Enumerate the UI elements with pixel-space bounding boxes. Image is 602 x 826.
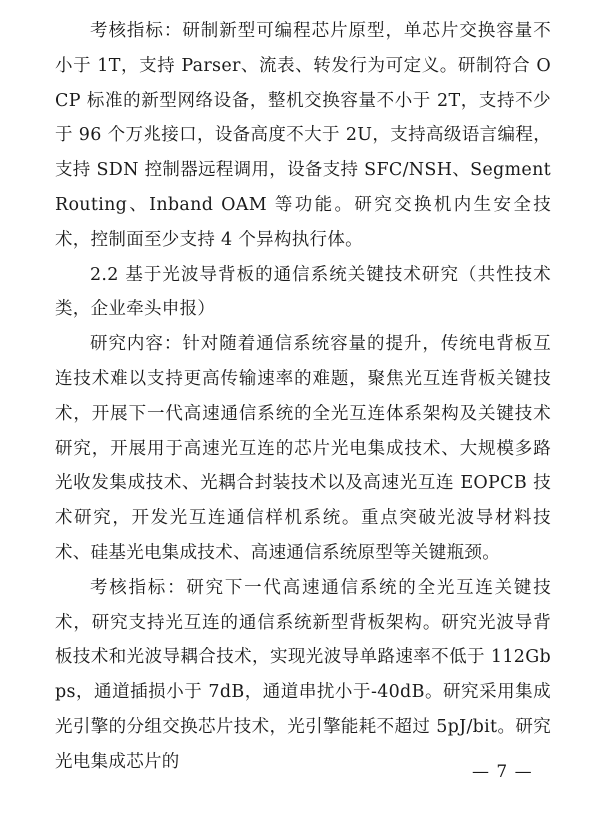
document-body: [55, 14, 551, 780]
paragraph-assessment-indicators-2: 考核指标：研究下一代高速通信系统的全光互连关键技术，研究支持光互连的通信系统新型背板架构。研究光波导背板技术和光波导耦合技术，实现光波导单路速率不低于 112Gbps，通道插损小于 7dB，通道串扰小于-40dB。研究采用集成光引擎的分组交换芯片技术，光引擎能耗不超过 5pJ/bit。研究光电集成芯片的: [55, 577, 551, 772]
page-number: — 7 —: [472, 762, 533, 782]
paragraph-assessment-indicators-1: 考核指标：研制新型可编程芯片原型，单芯片交换容量不小于 1T，支持 Parser、流表、转发行为可定义。研制符合 OCP 标准的新型网络设备，整机交换容量不小于 2T，支持不少于 96 个万兆接口，设备高度不大于 2U，支持高级语言编程，支持 SDN 控制器远程调用，设备支持 SFC/NSH、SegmentRouting、Inband OAM 等功能。研究交换机内生安全技术，控制面至少支持 4 个异构执行体。: [55, 21, 551, 250]
paragraph-research-content: 研究内容：针对随着通信系统容量的提升，传统电背板互连技术难以支持更高传输速率的难题，聚焦光互连背板关键技术，开展下一代高速通信系统的全光互连体系架构及关键技术研究，开展用于高速光互连的芯片光电集成技术、大规模多路光收发集成技术、光耦合封装技术以及高速光互连 EOPCB 技术研究，开发光互连通信样机系统。重点突破光波导材料技术、硅基光电集成技术、高速通信系统原型等关键瓶颈。: [55, 334, 551, 563]
section-heading-2-2: 2.2 基于光波导背板的通信系统关键技术研究（共性技术类，企业牵头申报）: [55, 264, 551, 320]
